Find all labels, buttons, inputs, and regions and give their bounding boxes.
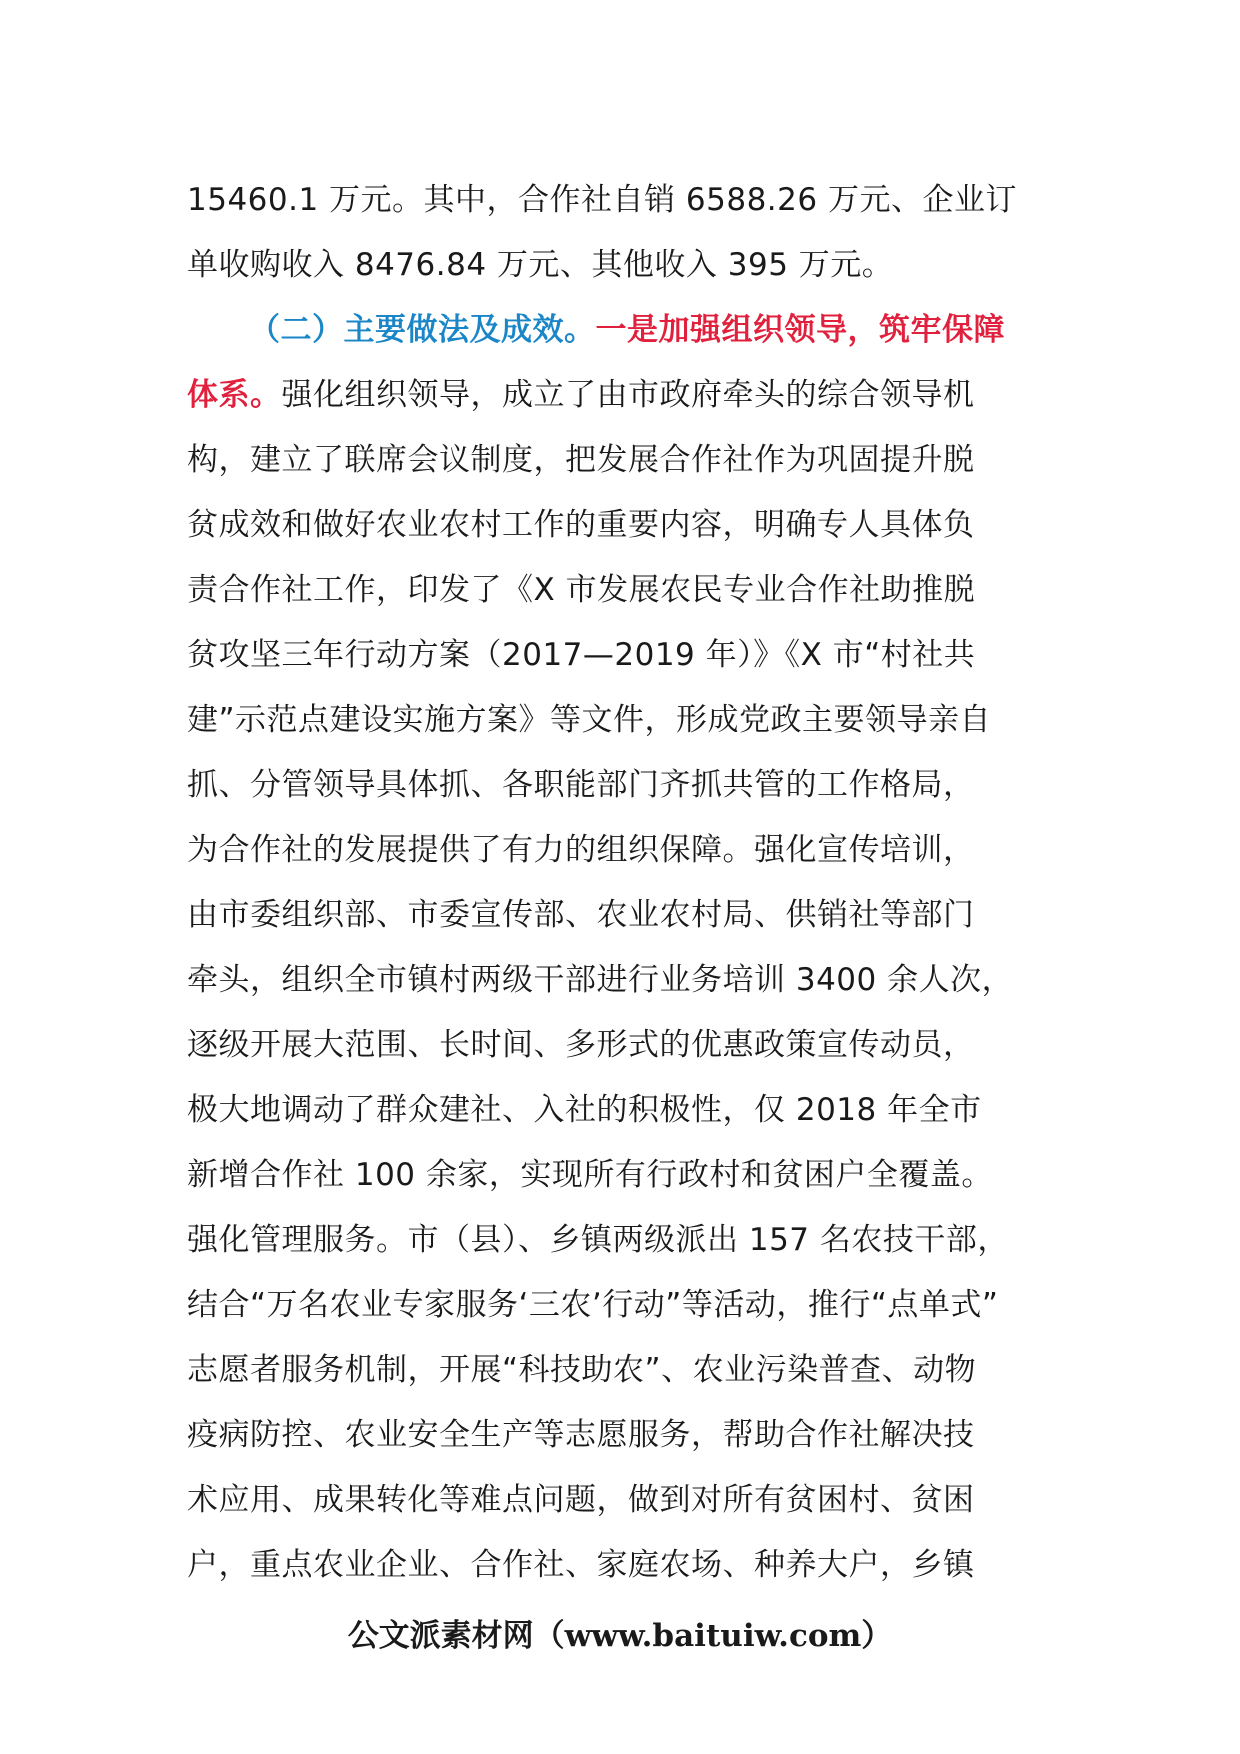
text-line: 建”示范点建设实施方案》等文件，形成党政主要领导亲自 bbox=[187, 702, 992, 738]
paragraph-text: 强化组织领导，成立了由市政府牵头的综合领导机 bbox=[281, 377, 975, 413]
text-line: 15460.1 万元。其中，合作社自销 6588.26 万元、企业订 bbox=[187, 182, 1017, 218]
text-line: 术应用、成果转化等难点问题，做到对所有贫困村、贫困 bbox=[187, 1482, 975, 1518]
section-heading-line bbox=[187, 298, 1057, 363]
point-heading-continued: 体系。 bbox=[187, 377, 282, 413]
text-line: 志愿者服务机制，开展“科技助农”、农业污染普查、动物 bbox=[187, 1352, 977, 1388]
text-line: 构，建立了联席会议制度，把发展合作社作为巩固提升脱 bbox=[187, 442, 975, 478]
text-line: 抓、分管领导具体抓、各职能部门齐抓共管的工作格局， bbox=[187, 767, 975, 803]
text-line: 贫成效和做好农业农村工作的重要内容，明确专人具体负 bbox=[187, 507, 975, 543]
text-line: 贫攻坚三年行动方案（2017—2019 年）》《X 市“村社共 bbox=[187, 637, 976, 673]
text-line: 责合作社工作，印发了《X 市发展农民专业合作社助推脱 bbox=[187, 572, 976, 608]
text-line: 疫病防控、农业安全生产等志愿服务，帮助合作社解决技 bbox=[187, 1417, 975, 1453]
point-heading: 一是加强组织领导，筑牢保障 bbox=[595, 312, 1005, 348]
text-line: 牵头，组织全市镇村两级干部进行业务培训 3400 余人次， bbox=[187, 962, 1014, 998]
page-footer: 公文派素材网（www.baituiw.com） bbox=[347, 1618, 893, 1654]
text-line: 逐级开展大范围、长时间、多形式的优惠政策宣传动员， bbox=[187, 1027, 975, 1063]
text-line: 由市委组织部、市委宣传部、农业农村局、供销社等部门 bbox=[187, 897, 975, 933]
text-line: 为合作社的发展提供了有力的组织保障。强化宣传培训， bbox=[187, 832, 975, 868]
text-line: 强化管理服务。市（县）、乡镇两级派出 157 名农技干部， bbox=[187, 1222, 1009, 1258]
text-line bbox=[187, 363, 1057, 428]
document-body bbox=[187, 168, 1057, 1598]
text-line: 极大地调动了群众建社、入社的积极性，仅 2018 年全市 bbox=[187, 1092, 982, 1128]
text-line: 户，重点农业企业、合作社、家庭农场、种养大户，乡镇 bbox=[187, 1547, 975, 1583]
text-line: 新增合作社 100 余家，实现所有行政村和贫困户全覆盖。 bbox=[187, 1157, 993, 1193]
text-line: 单收购收入 8476.84 万元、其他收入 395 万元。 bbox=[187, 247, 894, 283]
section-heading: （二）主要做法及成效。 bbox=[249, 312, 596, 348]
text-line: 结合“万名农业专家服务‘三农’行动”等活动，推行“点单式” bbox=[187, 1287, 999, 1323]
